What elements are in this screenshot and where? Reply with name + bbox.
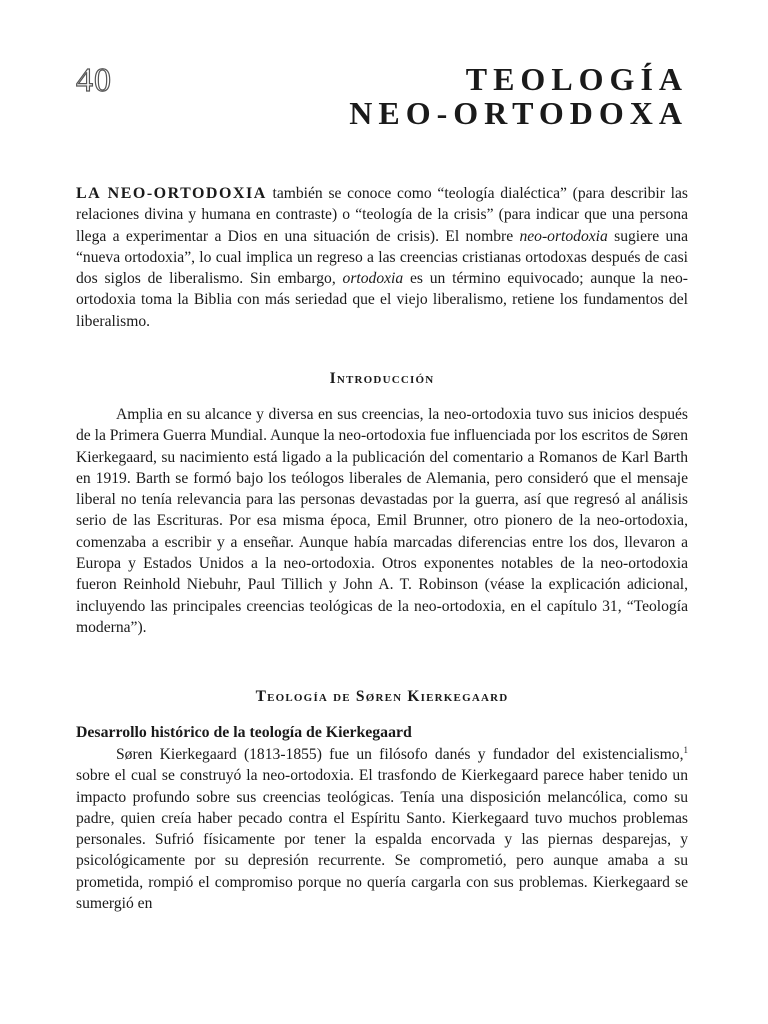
- chapter-title-line-2: NEO-ORTODOXA: [349, 95, 688, 131]
- lead-term: LA NEO-ORTODOXIA: [76, 185, 267, 202]
- lead-text-b: sugiere una “nueva ortodoxia”, lo cual implica un regreso a las creencias cristianas ortodoxas después de casi dos siglos de liberalismo. Sin embargo,: [76, 227, 688, 288]
- kierkegaard-text-a: Søren Kierkegaard (1813-1855) fue un filósofo danés y fundador del existencialismo,: [116, 746, 684, 763]
- chapter-title-line-1: TEOLOGÍA: [465, 61, 688, 97]
- kierkegaard-subheading: Desarrollo histórico de la teología de Kierkegaard: [76, 724, 412, 741]
- lead-text-c: es un término equivocado; aunque la neo-ortodoxia toma la Biblia con más seriedad que el viejo liberalismo, retiene los fundamentos del liberalismo.: [76, 270, 688, 330]
- introduction-paragraph: Amplia en su alcance y diversa en sus creencias, la neo-ortodoxia tuvo sus inicios después de la Primera Guerra Mundial. Aunque la neo-ortodoxia fue influenciada por los escritos de Søren Kierkegaard, su nacimiento está ligado a la publicación del comentario a Romanos de Karl Barth en 1919. Barth se formó bajo los teólogos liberales de Alemania, pero consideró que el mensaje liberal no tenía relevancia para las personas devastadas por la guerra, así que regresó al análisis serio de las Escrituras. Por esa misma época, Emil Brunner, otro pionero de la neo-ortodoxia, comenzaba a escribir y a enseñar. Aunque había marcadas diferencias entre los dos, llevaron a Europa y Estados Unidos a la neo-ortodoxia. Otros exponentes notables de la neo-ortodoxia fueron Reinhold Niebuhr, Paul Tillich y John A. T. Robinson (véase la explicación adicional, incluyendo las principales creencias teológicas de la neo-ortodoxia, en el capítulo 31, “Teología moderna”).: [76, 406, 688, 636]
- lead-italic-b: ortodoxia: [342, 270, 404, 288]
- kierkegaard-paragraph: [76, 744, 688, 914]
- footnote-marker[interactable]: 1: [683, 744, 688, 755]
- kierkegaard-heading: Teología de Søren Kierkegaard: [255, 688, 509, 705]
- chapter-title: [349, 62, 688, 130]
- kierkegaard-text-b: sobre el cual se construyó la neo-ortodoxia. El trasfondo de Kierkegaard parece haber tenido un impacto profundo sobre sus creencias teológicas. Tenía una disposición melancólica, como su padre, quien creía haber pecado contra el Espíritu Santo. Kierkegaard tuvo muchos problemas personales. Sufrió físicamente por tener la espalda encorvada y las piernas desparejas, y psicológicamente por su depresión recurrente. Se comprometió, pero aunque amaba a su prometida, rompió el compromiso porque no quería cargarla con sus problemas. Kierkegaard se sumergió en: [76, 767, 688, 913]
- lead-italic-a: neo-ortodoxia: [519, 227, 608, 245]
- introduction-heading: Introducción: [329, 370, 435, 387]
- chapter-number: 40: [76, 62, 112, 99]
- lead-text-a: también se conoce como “teología dialéctica” (para describir las relaciones divina y humana en contraste) o “teología de la crisis” (para indicar que una persona llega a experimentar a Dios en una situación de crisis). El nombre: [76, 185, 688, 245]
- lead-paragraph: [76, 183, 688, 332]
